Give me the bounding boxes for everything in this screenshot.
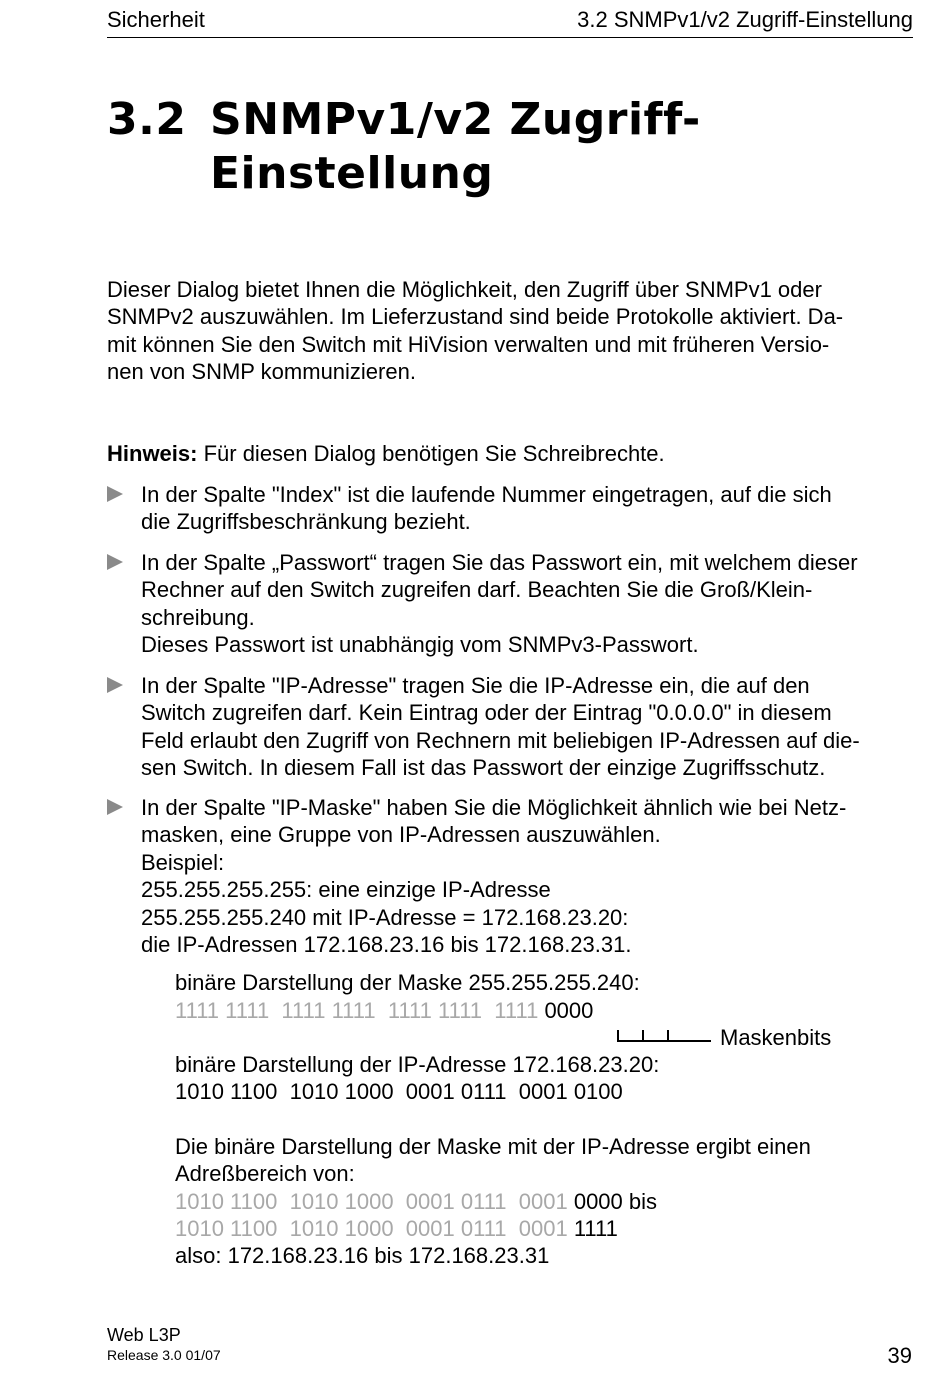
result-text-line: Adreßbereich von: <box>175 1161 355 1186</box>
intro-line: Dieser Dialog bietet Ihnen die Möglichkeit, den Zugriff über SNMPv1 oder <box>107 277 822 302</box>
bullet-line: Switch zugreifen darf. Kein Eintrag oder der Eintrag "0.0.0.0" in diesem <box>141 700 832 726</box>
hint-text: Für diesen Dialog benötigen Sie Schreibrechte. <box>197 441 665 466</box>
bullet-line: In der Spalte "IP-Adresse" tragen Sie die IP-Adresse ein, die auf den <box>141 673 810 698</box>
mask-bits-grey: 1111 1111 1111 1111 1111 1111 1111 <box>175 998 545 1023</box>
range-start <box>175 1188 657 1215</box>
range-end-grey: 1010 1100 1010 1000 0001 0111 0001 <box>175 1216 574 1241</box>
chapter-number: 3.2 <box>107 94 187 145</box>
range-start-grey: 1010 1100 1010 1000 0001 0111 0001 <box>175 1189 574 1214</box>
bullet-line: In der Spalte „Passwort“ tragen Sie das Passwort ein, mit welchem dieser <box>141 550 858 575</box>
bullet-item <box>107 672 913 782</box>
chapter-title-line-2: Einstellung <box>210 148 494 199</box>
bullet-arrow-icon <box>107 486 123 502</box>
bullet-line: die IP-Adressen 172.168.23.16 bis 172.168.23.31. <box>141 932 632 958</box>
mask-bits-black: 0000 <box>544 998 594 1023</box>
maskbits-bracket-divider <box>642 1030 644 1042</box>
bullet-line: schreibung. <box>141 604 255 630</box>
page-number: 39 <box>887 1343 912 1368</box>
intro-line: nen von SNMP kommunizieren. <box>107 359 416 385</box>
intro-line: mit können Sie den Switch mit HiVision verwalten und mit früheren Versio- <box>107 331 830 357</box>
result-text-line: Die binäre Darstellung der Maske mit der IP-Adresse ergibt einen <box>175 1134 811 1159</box>
chapter-title <box>210 93 770 201</box>
bullet-arrow-icon <box>107 554 123 570</box>
bullet-line: In der Spalte "Index" ist die laufende Nummer eingetragen, auf die sich <box>141 482 832 507</box>
bullet-line: In der Spalte "IP-Maske" haben Sie die Möglichkeit ähnlich wie bei Netz- <box>141 795 847 820</box>
bullet-line: Beispiel: <box>141 849 225 875</box>
bullet-line: 255.255.255.240 mit IP-Adresse = 172.168.23.20: <box>141 904 629 930</box>
chapter-title-line-1: SNMPv1/v2 Zugriff- <box>210 94 701 145</box>
running-header-right: 3.2 SNMPv1/v2 Zugriff-Einstellung <box>577 7 913 32</box>
bullet-line: die Zugriffsbeschränkung bezieht. <box>141 509 471 535</box>
header-divider <box>107 37 913 38</box>
maskbits-label: Maskenbits <box>720 1025 832 1050</box>
mask-binary-label: binäre Darstellung der Maske 255.255.255.240: <box>175 970 640 995</box>
mask-binary-value <box>175 997 593 1024</box>
ip-binary-value: 1010 1100 1010 1000 0001 0111 0001 0100 <box>175 1079 623 1104</box>
intro-paragraph <box>107 276 913 386</box>
range-start-black: 0000 bis <box>573 1189 658 1214</box>
bullet-arrow-icon <box>107 799 123 815</box>
footer-product: Web L3P <box>107 1325 181 1345</box>
bullet-line: Dieses Passwort ist unabhängig vom SNMPv3-Passwort. <box>141 632 699 658</box>
range-end-black: 1111 <box>573 1216 618 1241</box>
bullet-line: Rechner auf den Switch zugreifen darf. Beachten Sie die Groß/Klein- <box>141 577 813 603</box>
running-header-left: Sicherheit <box>107 7 205 32</box>
ip-binary-label: binäre Darstellung der IP-Adresse 172.168.23.20: <box>175 1052 660 1077</box>
bullet-line: Feld erlaubt den Zugriff von Rechnern mit beliebigen IP-Adressen auf die- <box>141 727 860 753</box>
bullet-line: masken, eine Gruppe von IP-Adressen auszuwählen. <box>141 822 661 848</box>
intro-line: SNMPv2 auszuwählen. Im Lieferzustand sind beide Protokolle aktiviert. Da- <box>107 304 844 330</box>
bullet-line: sen Switch. In diesem Fall ist das Passwort der einzige Zugriffsschutz. <box>141 755 826 781</box>
bullet-item <box>107 794 913 958</box>
bullet-item <box>107 549 913 659</box>
range-summary: also: 172.168.23.16 bis 172.168.23.31 <box>175 1243 550 1268</box>
footer-release: Release 3.0 01/07 <box>107 1347 221 1363</box>
bullet-item <box>107 481 913 536</box>
bullet-arrow-icon <box>107 677 123 693</box>
maskbits-bracket-leader <box>669 1040 711 1042</box>
hint-note <box>107 440 913 467</box>
range-end <box>175 1215 618 1242</box>
bullet-line: 255.255.255.255: eine einzige IP-Adresse <box>141 877 551 903</box>
hint-label: Hinweis: <box>107 441 198 466</box>
